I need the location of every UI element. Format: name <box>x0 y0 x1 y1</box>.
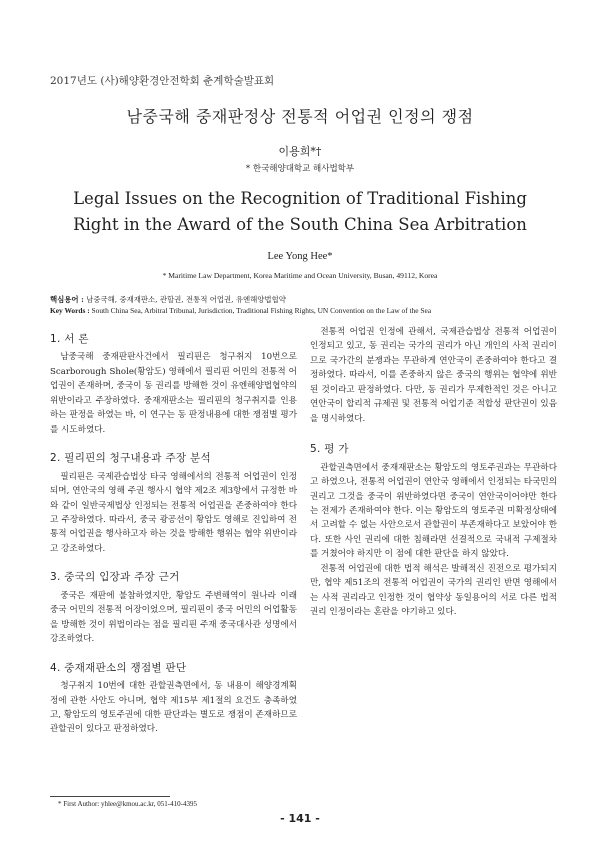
section-heading: 1. 서 론 <box>50 333 89 345</box>
section-heading: 5. 평 가 <box>310 443 349 456</box>
conference-header: 2017년도 (사)해양환경안전학회 춘계학술발표회 <box>50 75 275 87</box>
keywords-korean-text: 남중국해, 중재재판소, 관할권, 전통적 어업권, 유엔해양법협약 <box>83 295 286 304</box>
keywords-korean-label: 핵심용어 : <box>50 295 84 304</box>
paragraph: 전통적 어업권에 대한 법적 해석은 발해적신 진전으로 평가되지만, 협약 제51조의 전통적 어업권이 국가의 권리인 반면 영해에서는 사적 권리라고 인정한 것이 협약상 동일용어의 서로 다른 법적 권리 인정이라는 혼란을 야기하고 있다. <box>310 563 557 618</box>
section-heading: 3. 중국의 입장과 주장 근거 <box>50 571 180 584</box>
right-column <box>310 325 557 620</box>
english-author: Lee Yong Hee* <box>267 251 333 262</box>
paragraph: 전통적 어업권 인정에 관해서, 국제관습법상 전통적 어업권이 인정되고 있고, 동 권리는 국가의 권리가 아닌 개인의 사적 권리이므로 국가간의 분쟁과는 무관하게 연안국이 존중하여야 한다고 결정하였다. 따라서, 이를 존중하지 않은 중국의 행위는 협약에 위반된 것이라고 판정하였다. 다만, 동 권리가 무제한적인 것은 아니고 연안국이 합리적 규제권 및 전통적 어업기준 적합성 판단권이 있음을 명시하였다. <box>310 327 557 424</box>
section-heading: 2. 필리핀의 청구내용과 주장 분석 <box>50 452 211 465</box>
section-heading: 4. 중재재판소의 쟁점별 판단 <box>50 661 187 674</box>
page-number: - 141 - <box>280 812 320 825</box>
paragraph: 관할권측면에서 중재재판소는 황암도의 영토주권과는 무관하다고 하였으나, 전통적 어업권이 연안국 영해에서 인정되는 타국민의 권리고 그것을 중국이 위반하였다면 중국이 연안국이어야만 한다는 전제가 존재하여야 한다. 이는 황암도의 영토주권 미확정상태에서 고려할 수 없는 사안으로서 관할권이 부존재하다고 보았어야 한다. 또한 사인 권리에 대한 침해라면 선결적으로 국내적 구제절차를 거쳤어야 하지만 이 점에 대한 판단을 하지 않았다. <box>310 462 557 560</box>
korean-author: 이용희*† <box>278 145 322 158</box>
paragraph: 남중국해 중재판판사건에서 필리핀은 청구취지 10번으로 Scarborough Shole(황암도) 영해에서 필리핀 어민의 전통적 어업권이 존재하며, 중국이 동 권리를 방해한 것이 유엔해양법협약의 위반이라고 주장하였다. 중재재판소는 필리핀의 청구취지를 인용하는 판정을 하였는 바, 이 연구는 동 판정내용에 대한 쟁점별 평가를 시도하였다. <box>50 352 297 435</box>
keywords-english-label: Key Words : <box>50 306 90 315</box>
keywords-english-text: South China Sea, Arbitral Tribunal, Jurisdiction, Traditional Fishing Rights, UN Convention on the Law of the Sea <box>89 306 432 315</box>
paragraph: 중국은 재판에 불참하였지만, 황암도 주변해역이 원나라 이래 중국 어민의 전통적 어장이었으며, 필리핀이 중국 어민의 어업활동을 방해한 것이 위법이라는 점을 필리핀 주재 중국대사관 성명에서 강조하였다. <box>50 590 297 645</box>
paragraph: 청구취지 10번에 대한 관할권측면에서, 동 내용이 해양경계획정에 관한 사안도 아니며, 협약 제15부 제1절의 요건도 충족하였고, 황암도의 영토주권에 대한 판단과는 별도로 쟁점이 존재하므로 관할권이 있다고 판정하였다. <box>50 681 297 735</box>
keywords-english <box>50 306 431 315</box>
left-column <box>50 332 297 735</box>
footnote: * First Author: yhlee@kmou.ac.kr, 051-410-4395 <box>58 800 197 808</box>
korean-affiliation: * 한국해양대학교 해사법학부 <box>245 164 355 174</box>
paragraph: 필리핀은 국제관습법상 타국 영해에서의 전통적 어업권이 인정되며, 연안국의 영해 주권 행사시 협약 제2조 제3항에서 규정한 바와 같이 일반국제법상 인정되는 전통적 어업권을 존중하여야 한다고 주장하였다. 따라서, 중국 광공선이 황암도 영해로 진입하여 전통적 어업권을 행사하고자 하는 것을 방해한 행위는 협약 위반이라고 강조하였다. <box>50 471 297 554</box>
korean-title: 남중국해 중재판정상 전통적 어업권 인정의 쟁점 <box>126 107 474 126</box>
english-affiliation: * Maritime Law Department, Korea Maritime and Ocean University, Busan, 49112, Korea <box>162 271 438 280</box>
footnote-divider <box>50 796 170 797</box>
english-title: Legal Issues on the Recognition of Traditional Fishing Right in the Award of the South China Sea Arbitration <box>73 189 527 234</box>
keywords-korean <box>50 294 286 305</box>
